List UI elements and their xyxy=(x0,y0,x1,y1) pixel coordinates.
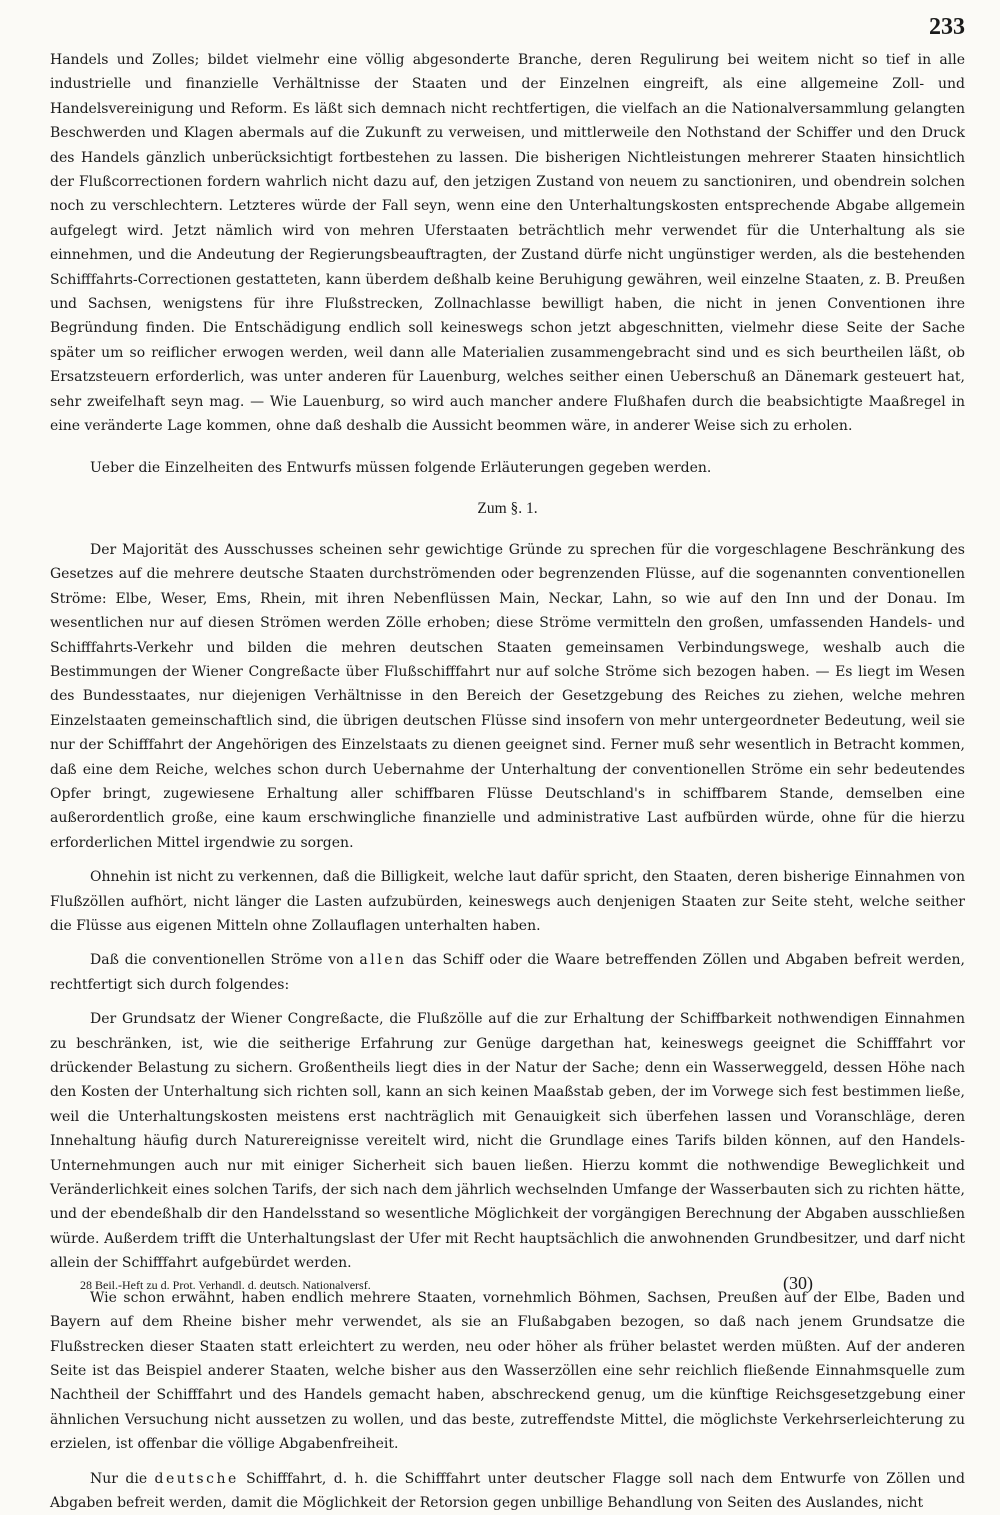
paragraph-8-text-a: Nur die xyxy=(90,1470,155,1487)
paragraph-4: Ohnehin ist nicht zu verkennen, daß die Billigkeit, welche laut dafür spricht, den Staaten, deren bisherige Einnahmen von Flußzöllen aufhört, nicht länger die Lasten aufzubürden, keineswegs auch denjenigen Staaten zur Seite steht, welche seither die Flüsse aus eigenen Mitteln ohne Zollauflagen unterhalten haben. xyxy=(50,869,965,934)
paragraph-5-text-a: Daß die conventionellen Ströme von xyxy=(90,952,360,969)
paragraph-8 xyxy=(50,1467,965,1515)
paragraph-2: Ueber die Einzelheiten des Entwurfs müssen folgende Erläuterungen gegeben werden. xyxy=(90,459,712,476)
paragraph-1: Handels und Zolles; bildet vielmehr eine völlig abgesonderte Branche, deren Regulirung bei weitem nicht so tief in alle industrielle und finanzielle Verhältnisse der Staaten und der Einzelnen eingreift, als eine allgemeine Zoll- und Handelsvereinigung und Reform. Es läßt sich demnach nicht rechtfertigen, die vielfach an die Nationalversammlung gelangten Beschwerden und Klagen abermals auf die Zukunft zu verweisen, und mittlerweile den Nothstand der Schiffer und den Druck des Handels gänzlich unberücksichtigt fortbestehen zu lassen. Die bisherigen Nichtleistungen mehrerer Staaten hinsichtlich der Flußcorrectionen fordern wahrlich nicht dazu auf, den jetzigen Zustand von neuem zu sanctioniren, und obendrein solchen noch zu verschlechtern. Letzteres würde der Fall seyn, wenn eine den Unterhaltungskosten entsprechende Abgabe allgemein aufgelegt wird. Jetzt nämlich wird von mehren Uferstaaten beträchtlich mehr verwendet für die Unterhaltung als sie einnehmen, und die Andeutung der Regierungsbeauftragten, der Zustand dürfe nicht ungünstiger werden, als die bestehenden Schifffahrts-Correctionen gestatteten, kann überdem deßhalb keine Beruhigung gewähren, weil einzelne Staaten, z. B. Preußen und Sachsen, wenigstens für ihre Flußstrecken, Zollnachlasse bewilligt haben, die nicht in jenen Conventionen ihre Begründung finden. Die Entschädigung endlich soll keineswegs schon jetzt abgeschnitten, vielmehr diese Seite der Sache später um so reiflicher erwogen werden, weil dann alle Materialien zusammengebracht sind und es sich beurtheilen läßt, ob Ersatzsteuern erforderlich, was unter anderen für Lauenburg, welches seither einen Ueberschuß an Dänemark gesteuert hat, sehr zweifelhaft seyn mag. — Wie Lauenburg, so wird auch mancher andere Flußhafen durch die beabsichtigte Maaßregel in eine veränderte Lage kommen, ohne daß deshalb die Aussicht beommen wäre, in anderer Weise sich zu erholen. xyxy=(50,52,965,435)
paragraph-3: Der Majorität des Ausschusses scheinen sehr gewichtige Gründe zu sprechen für die vorgeschlagene Beschränkung des Gesetzes auf die mehrere deutsche Staaten durchströmenden oder begrenzenden Flüsse, auf die sogenannten conventionellen Ströme: Elbe, Weser, Ems, Rhein, mit ihren Nebenflüssen Main, Neckar, Lahn, so wie auf den Inn und der Donau. Im wesentlichen nur auf diesen Strömen werden Zölle erhoben; diese Ströme vermitteln den großen, umfassenden Handels- und Schifffahrts-Verkehr und bilden die mehren deutschen Staaten gemeinsamen Verbindungswege, weshalb auch die Bestimmungen der Wiener Congreßacte über Flußschifffahrt nur auf solche Ströme sich bezogen haben. — Es liegt im Wesen des Bundesstaates, nur diejenigen Verhältnisse in den Bereich der Gesetzgebung des Reiches zu ziehen, welche mehren Einzelstaaten gemeinschaftlich sind, die übrigen deutschen Flüsse sind insofern von mehr untergeordneter Bedeutung, weil sie nur der Schifffahrt der Angehörigen des Einzelstaats zu dienen geeignet sind. Ferner muß sehr wesentlich in Betracht kommen, daß eine dem Reiche, welches schon durch Uebernahme der Unterhaltung der conventionellen Ströme ein sehr bedeutendes Opfer bringt, zugewiesene Erhaltung aller schiffbaren Flüsse Deutschland's in schiffbarem Stande, demselben eine außerordentlich große, eine kaum erschwingliche finanzielle und administrative Last aufbürden würde, ohne für die hierzu erforderlichen Mittel irgendwie zu sorgen. xyxy=(50,541,965,851)
paragraph-8-text-b: Schifffahrt, d. h. die Schifffahrt unter deutscher Flagge soll nach dem Entwurfe von Zöllen und Abgaben befreit werden, damit die Möglichkeit der Retorsion gegen unbillige Behandlung von Seiten des Auslandes, nicht xyxy=(50,1470,965,1511)
section-heading: Zum §. 1. xyxy=(477,499,538,517)
paragraph-6: Der Grundsatz der Wiener Congreßacte, die Flußzölle auf die zur Erhaltung der Schiffbarkeit nothwendigen Einnahmen zu beschränken, ist, wie die seitherige Erfahrung zur Genüge dargethan hat, keineswegs geeignet die Schifffahrt vor drückender Belastung zu sichern. Großentheils liegt dies in der Natur der Sache; denn ein Wasserweggeld, dessen Höhe nach den Kosten der Unterhaltung sich richten soll, kann an sich keinen Maaßstab geben, der im Vorwege sich fest bestimmen ließe, weil die Unterhaltungskosten meistens erst nachträglich mit Genauigkeit sich überfehen lassen und Voranschläge, deren Innehaltung häufig durch Naturereignisse vereitelt wird, nicht die Grundlage eines Tarifs bilden können, auf den Handels-Unternehmungen auch nur mit einiger Sicherheit sich bauen ließen. Hierzu kommt die nothwendige Beweglichkeit und Veränderlichkeit eines solchen Tarifs, der sich nach dem jährlich wechselnden Umfange der Wasserbauten sich zu richten hätte, und der ebendeßhalb dir den Handelsstand so wesentliche Möglichkeit der vorgängigen Berechnung der Abgaben ausschließen würde. Außerdem trifft die Unterhaltungslast der Ufer mit Recht hauptsächlich die anwohnenden Grundbesitzer, und darf nicht allein der Schifffahrt aufgebürdet werden. xyxy=(50,1011,965,1272)
footer-note: 28 Beil.-Heft zu d. Prot. Verhandl. d. deutsch. Nationalversf. xyxy=(80,1278,371,1292)
page-number: 233 xyxy=(929,14,965,40)
document-page xyxy=(50,14,965,1511)
body-text xyxy=(50,48,965,1515)
paragraph-5-spaced-word: allen xyxy=(359,952,407,969)
paragraph-7: Wie schon erwähnt, haben endlich mehrere Staaten, vornehmlich Böhmen, Sachsen, Preußen auf der Elbe, Baden und Bayern auf dem Rheine bisher mehr verwendet, als sie an Flußabgaben bezogen, so daß nach jenem Grundsatze die Flußstrecken dieser Staaten statt erleichtert zu werden, neu oder höher als früher belastet werden müßten. Auf der anderen Seite ist das Beispiel anderer Staaten, welche bisher aus den Wasserzöllen eine sehr reichlich fließende Einnahmsquelle zum Nachtheil der Schifffahrt und des Handels gemacht haben, abschreckend genug, um die künftige Reichsgesetzgebung einer ähnlichen Versuchung nicht aussetzen zu wollen, und das beste, zutreffendste Mittel, die möglichste Verkehrserleichterung zu erzielen, ist offenbar die völlige Abgabenfreiheit. xyxy=(50,1289,965,1453)
paragraph-5-text-b: das Schiff oder die Waare betreffenden Zöllen und Abgaben befreit werden, rechtfertigt sich durch folgendes: xyxy=(50,952,965,993)
paragraph-5 xyxy=(50,948,965,997)
paragraph-8-spaced-word: deutsche xyxy=(154,1470,239,1487)
footer-signature: (30) xyxy=(783,1273,813,1293)
